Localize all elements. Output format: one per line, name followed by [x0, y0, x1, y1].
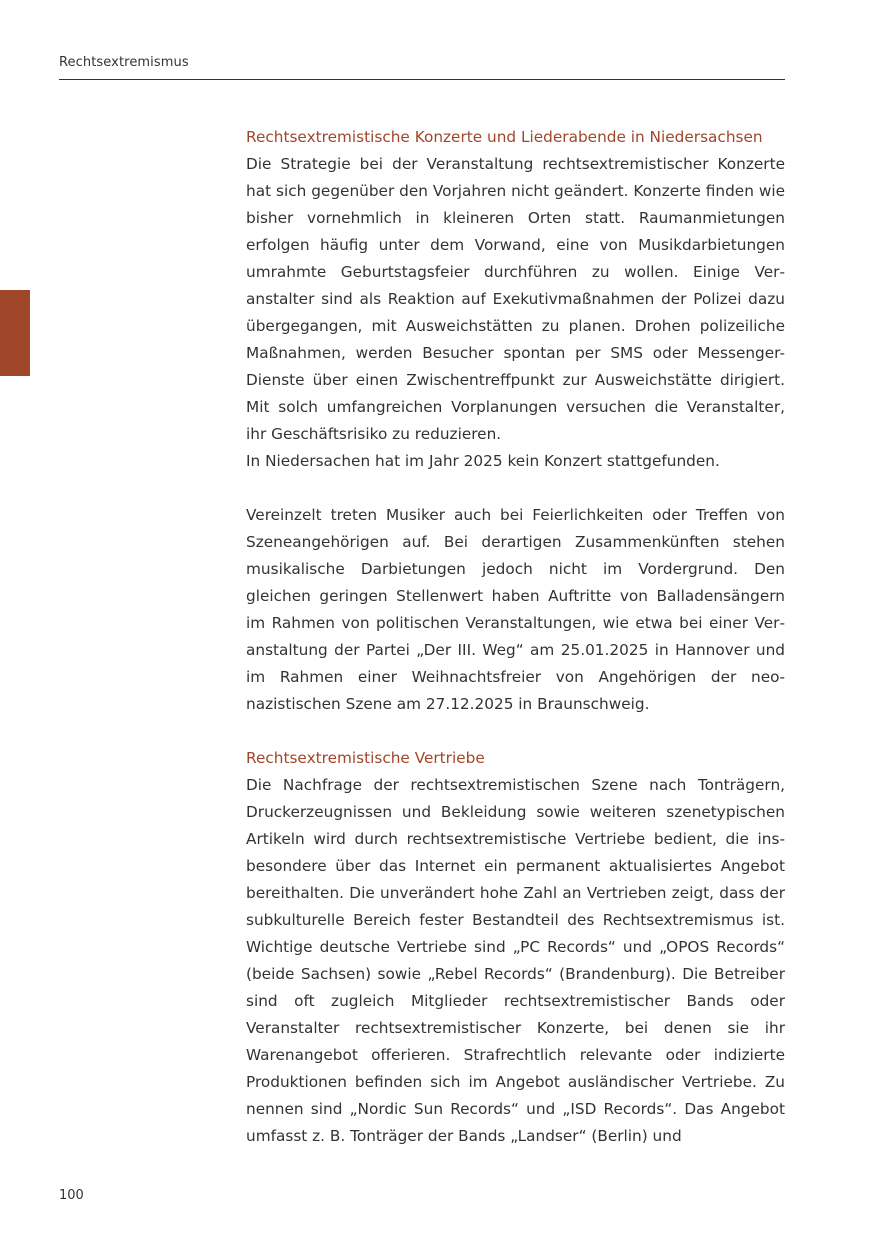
paragraph-distribution: Die Nachfrage der rechtsextremistischen Szene nach Tonträgern, Druckerzeugnissen und Bekleidung sowie weiteren szenetypischen Artikeln wird durch rechtsextremistische Vertriebe bedient, die insbesondere über das Internet ein permanent aktualisiertes Angebot bereithalten. Die unverändert hohe Zahl an Vertrieben zeigt, dass der subkulturelle Bereich fester Bestandteil des Rechtsextremismus ist. Wichtige deutsche Vertriebe sind „PC Records“ und „OPOS Records“ (beide Sachsen) sowie „Rebel Records“ (Brandenburg). Die Betreiber sind oft zugleich Mitglieder rechtsextremistischer Bands oder Veranstalter rechtsextremistischer Konzerte, bei denen sie ihr Warenangebot offerieren. Strafrechtlich relevante oder indizierte Produktionen befinden sich im Angebot ausländischer Vertriebe. Zu nennen sind „Nordic Sun Records“ und „ISD Records“. Das Angebot umfasst z. B. Tonträger der Bands „Landser“ (Berlin) und — [246, 776, 785, 1145]
page-number: 100 — [59, 1188, 84, 1203]
paragraph-gap — [246, 475, 785, 502]
paragraph-gap — [246, 718, 785, 745]
paragraph-musicians: Vereinzelt treten Musiker auch bei Feierlichkeiten oder Treffen von Szeneangehörigen auf. Bei derartigen Zusammenkünften stehen musikalische Darbietungen jedoch nicht im Vordergrund. Den gleichen geringen Stellenwert haben Auftritte von Balladensängern im Rahmen von politischen Veranstaltungen, wie etwa bei einer Veranstaltung der Partei „Der III. Weg“ am 25.01.2025 in Hannover und im Rahmen einer Weihnachtsfreier von Angehörigen der neonazistischen Szene am 27.12.2025 in Braunschweig. — [246, 506, 785, 713]
section-heading-distribution: Rechtsextremistische Vertriebe — [246, 749, 485, 767]
main-content — [246, 124, 785, 1150]
header-rule — [59, 79, 785, 80]
section-heading-concerts: Rechtsextremistische Konzerte und Liederabende in Niedersachsen — [246, 128, 763, 146]
running-header: Rechtsextremismus — [59, 55, 189, 70]
paragraph-concert-strategy: Die Strategie bei der Veranstaltung rechtsextremistischer Konzerte hat sich gegenüber den Vorjahren nicht geändert. Konzerte finden wie bisher vornehmlich in kleineren Orten statt. Raumanmietungen erfolgen häufig unter dem Vorwand, eine von Musikdarbietungen umrahmte Geburtstagsfeier durchführen zu wollen. Einige Veranstalter sind als Reaktion auf Exekutivmaßnahmen der Polizei dazu übergegangen, mit Ausweichstätten zu planen. Drohen polizeiliche Maßnahmen, werden Besucher spontan per SMS oder Messenger-Dienste über einen Zwischentreffpunkt zur Ausweichstätte dirigiert. Mit solch umfangreichen Vorplanungen versuchen die Veranstalter, ihr Geschäftsrisiko zu reduzieren. — [246, 155, 785, 443]
section-color-tab — [0, 290, 30, 376]
paragraph-no-concert: In Niedersachen hat im Jahr 2025 kein Konzert stattgefunden. — [246, 452, 720, 470]
